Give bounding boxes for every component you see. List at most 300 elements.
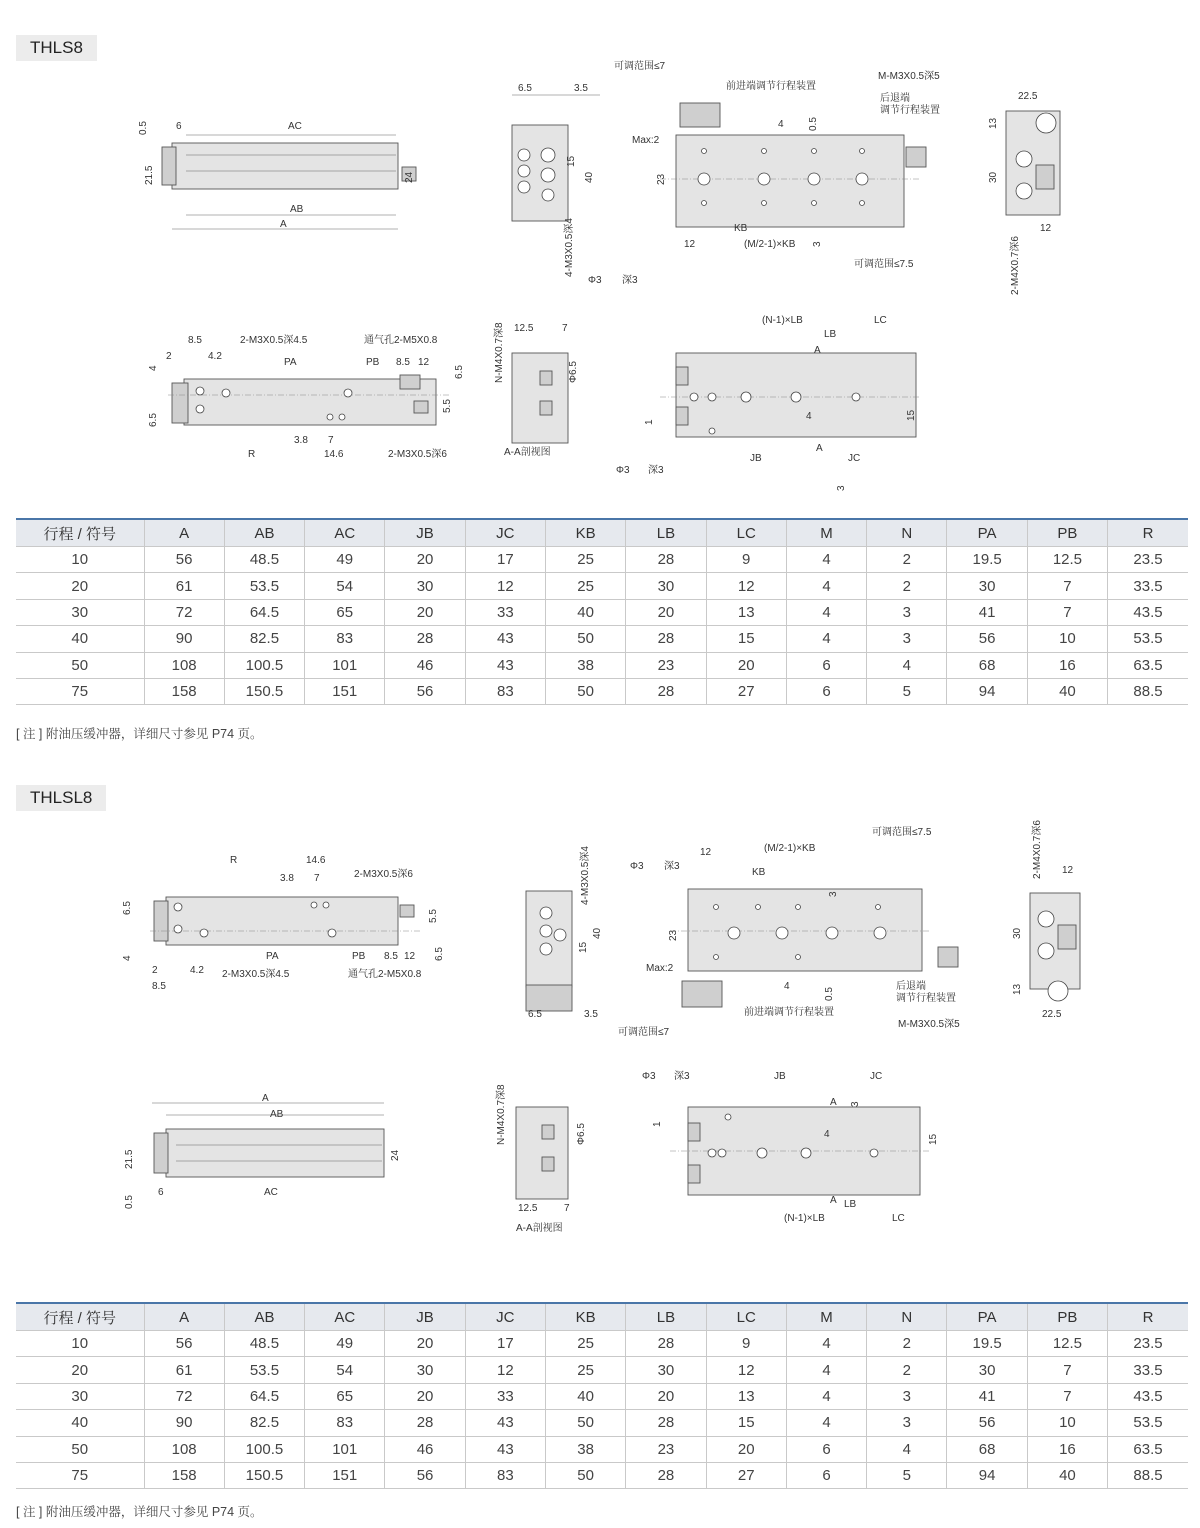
dimension-label: (N-1)×LB: [784, 1213, 825, 1224]
table-cell: 50: [545, 1462, 625, 1488]
header-cell: AB: [224, 1303, 304, 1331]
dimension-label: 24: [390, 1149, 401, 1161]
dimension-label: 2: [152, 965, 158, 976]
table-row: [16, 626, 1188, 652]
table-row: [16, 1383, 1188, 1409]
dimension-label: 深3: [622, 275, 638, 286]
dimension-label: 5.5: [428, 909, 439, 923]
table-cell: 2: [867, 1357, 947, 1383]
section-view: [495, 1084, 587, 1234]
model-tag: THLSL8: [16, 785, 106, 811]
dimension-label: A-A剖视图: [516, 1223, 563, 1234]
table-cell: 4: [786, 1383, 866, 1409]
dimension-label: 15: [906, 409, 917, 421]
table-cell: 108: [144, 1436, 224, 1462]
dimension-label: AB: [290, 204, 304, 215]
dimension-label: 7: [314, 873, 320, 884]
dimension-label: 8.5: [188, 335, 202, 346]
table-cell: 6: [786, 652, 866, 678]
table-cell: 28: [626, 1331, 706, 1357]
header-cell: LC: [706, 519, 786, 547]
table-cell: 23.5: [1108, 1331, 1188, 1357]
dimension-label: 15: [578, 941, 589, 953]
dimension-label: A: [262, 1093, 269, 1104]
table-cell: 12.5: [1027, 547, 1107, 573]
dimension-label: 24: [404, 171, 415, 183]
spec-table-thls8: [16, 518, 1188, 705]
dimension-label: 3: [850, 1101, 861, 1107]
rear-view: [988, 91, 1060, 295]
dimension-label: 3: [812, 241, 823, 247]
dimension-label: 2-M3X0.5深6: [388, 449, 447, 460]
table-cell: 16: [1027, 652, 1107, 678]
dimension-label: JB: [750, 453, 762, 464]
table-cell: 20: [385, 1383, 465, 1409]
model-tag: THLS8: [16, 35, 97, 61]
dimension-label: 3.5: [574, 83, 588, 94]
table-row: [16, 1462, 1188, 1488]
table-cell: 20: [385, 547, 465, 573]
table-cell: 50: [16, 1436, 144, 1462]
table-cell: 19.5: [947, 547, 1027, 573]
header-cell: A: [144, 519, 224, 547]
table-cell: 43.5: [1108, 1383, 1188, 1409]
table-cell: 27: [706, 1462, 786, 1488]
under-view: [642, 1070, 939, 1224]
table-cell: 3: [867, 1410, 947, 1436]
table-cell: 28: [626, 678, 706, 704]
table-cell: 48.5: [224, 547, 304, 573]
table-cell: 30: [626, 573, 706, 599]
dimension-label: Max:2: [632, 135, 660, 146]
dimension-label: (M/2-1)×KB: [764, 843, 816, 854]
table-cell: 43: [465, 626, 545, 652]
dimension-label: Φ3: [642, 1071, 656, 1082]
header-cell: KB: [545, 519, 625, 547]
table-cell: 20: [385, 1331, 465, 1357]
spec-table-thlsl8: [16, 1302, 1188, 1489]
thlsl8-drawings: [0, 805, 1200, 1245]
table-cell: 7: [1027, 599, 1107, 625]
table-row: [16, 1331, 1188, 1357]
dimension-label: 12: [404, 951, 416, 962]
table-cell: 88.5: [1108, 1462, 1188, 1488]
table-cell: 72: [144, 599, 224, 625]
header-cell: JB: [385, 519, 465, 547]
dimension-label: 深3: [648, 465, 664, 476]
table-cell: 151: [305, 1462, 385, 1488]
dimension-label: 前进端调节行程装置: [744, 1007, 834, 1018]
table-cell: 4: [786, 1410, 866, 1436]
under-view: [616, 315, 920, 491]
table-cell: 7: [1027, 573, 1107, 599]
table-cell: 101: [305, 1436, 385, 1462]
table-cell: 56: [947, 1410, 1027, 1436]
dimension-label: M-M3X0.5深5: [898, 1019, 960, 1030]
dimension-label: N-M4X0.7深8: [494, 322, 505, 383]
table-cell: 28: [626, 1410, 706, 1436]
header-cell: PA: [947, 1303, 1027, 1331]
dimension-label: 12.5: [514, 323, 534, 334]
table-cell: 17: [465, 1331, 545, 1357]
dimension-label: PB: [352, 951, 366, 962]
table-cell: 63.5: [1108, 652, 1188, 678]
header-cell: KB: [545, 1303, 625, 1331]
table-cell: 72: [144, 1383, 224, 1409]
table-cell: 53.5: [1108, 1410, 1188, 1436]
table-cell: 19.5: [947, 1331, 1027, 1357]
dimension-label: A-A剖视图: [504, 447, 551, 458]
table-cell: 6: [786, 1462, 866, 1488]
table-cell: 48.5: [224, 1331, 304, 1357]
table-cell: 150.5: [224, 678, 304, 704]
table-cell: 13: [706, 599, 786, 625]
dimension-label: AC: [264, 1187, 278, 1198]
dimension-label: 12: [684, 239, 696, 250]
dimension-label: (N-1)×LB: [762, 315, 803, 326]
table-row: [16, 1357, 1188, 1383]
dimension-label: KB: [752, 867, 766, 878]
table-cell: 20: [16, 573, 144, 599]
table-cell: 20: [626, 1383, 706, 1409]
table-cell: 2: [867, 573, 947, 599]
table-header-row: [16, 519, 1188, 547]
dimension-label: 3.8: [294, 435, 308, 446]
dimension-label: A: [814, 345, 821, 356]
dimension-label: N-M4X0.7深8: [496, 1084, 507, 1145]
table-cell: 10: [16, 1331, 144, 1357]
thls8-drawings: [0, 55, 1200, 515]
dimension-label: M-M3X0.5深5: [878, 71, 940, 82]
dimension-label: KB: [734, 223, 748, 234]
dimension-label: 13: [1012, 983, 1023, 995]
dimension-label: 4: [784, 981, 790, 992]
dimension-label: Φ3: [588, 275, 602, 286]
dimension-label: 6.5: [148, 413, 159, 427]
table-cell: 25: [545, 573, 625, 599]
table-cell: 12: [706, 1357, 786, 1383]
dimension-label: 6.5: [454, 365, 465, 379]
dimension-label: LC: [892, 1213, 905, 1224]
dimension-label: 7: [328, 435, 334, 446]
dimension-label: 22.5: [1018, 91, 1038, 102]
dimension-label: 12: [700, 847, 712, 858]
table-cell: 23.5: [1108, 547, 1188, 573]
dimension-label: 0.5: [138, 121, 149, 135]
dimension-label: 3: [828, 891, 839, 897]
header-cell: 行程 / 符号: [16, 1303, 144, 1331]
table-cell: 20: [385, 599, 465, 625]
table-cell: 12: [465, 573, 545, 599]
table-cell: 25: [545, 547, 625, 573]
table-cell: 108: [144, 652, 224, 678]
table-cell: 100.5: [224, 652, 304, 678]
dimension-label: 1: [652, 1121, 663, 1127]
dimension-label: 21.5: [124, 1149, 135, 1169]
table-cell: 30: [16, 1383, 144, 1409]
table-cell: 41: [947, 1383, 1027, 1409]
table-cell: 38: [545, 652, 625, 678]
dimension-label: Max:2: [646, 963, 674, 974]
table-cell: 30: [385, 1357, 465, 1383]
table-cell: 7: [1027, 1357, 1107, 1383]
dimension-label: 15: [928, 1133, 939, 1145]
table-cell: 56: [144, 547, 224, 573]
dimension-label: 1: [644, 419, 655, 425]
table-cell: 3: [867, 599, 947, 625]
table-note: [ 注 ] 附油压缓冲器，详细尺寸参见 P74 页。: [16, 1505, 263, 1519]
table-row: [16, 1410, 1188, 1436]
table-cell: 101: [305, 652, 385, 678]
rear-view: [1012, 820, 1080, 1020]
table-cell: 25: [545, 1331, 625, 1357]
table-cell: 56: [385, 1462, 465, 1488]
dimension-label: 4.2: [208, 351, 222, 362]
table-cell: 56: [144, 1331, 224, 1357]
top-view: [588, 59, 940, 286]
dimension-label: 23: [668, 929, 679, 941]
dimension-label: 后退端: [896, 981, 926, 992]
dimension-label: 12: [1062, 865, 1074, 876]
dimension-label: 6.5: [528, 1009, 542, 1020]
header-cell: M: [786, 519, 866, 547]
table-cell: 28: [385, 1410, 465, 1436]
table-cell: 28: [626, 1462, 706, 1488]
table-cell: 23: [626, 1436, 706, 1462]
dimension-label: R: [230, 855, 238, 866]
table-cell: 33.5: [1108, 1357, 1188, 1383]
table-cell: 7: [1027, 1383, 1107, 1409]
table-cell: 2: [867, 547, 947, 573]
header-cell: JB: [385, 1303, 465, 1331]
table-cell: 61: [144, 573, 224, 599]
table-cell: 28: [626, 547, 706, 573]
table-note: [ 注 ] 附油压缓冲器，详细尺寸参见 P74 页。: [16, 727, 263, 741]
dimension-label: PA: [266, 951, 279, 962]
table-cell: 75: [16, 1462, 144, 1488]
table-cell: 10: [16, 547, 144, 573]
table-cell: 40: [545, 599, 625, 625]
table-cell: 54: [305, 573, 385, 599]
dimension-label: 21.5: [144, 165, 155, 185]
table-cell: 4: [786, 1357, 866, 1383]
table-cell: 10: [1027, 626, 1107, 652]
dimension-label: 调节行程装置: [880, 105, 940, 116]
table-header-row: [16, 1303, 1188, 1331]
table-cell: 54: [305, 1357, 385, 1383]
dimension-label: (M/2-1)×KB: [744, 239, 796, 250]
table-cell: 6: [786, 678, 866, 704]
header-cell: A: [144, 1303, 224, 1331]
dimension-label: Φ6.5: [576, 1123, 587, 1145]
dimension-label: 2-M3X0.5深4.5: [240, 335, 308, 346]
header-cell: LB: [626, 519, 706, 547]
table-cell: 25: [545, 1357, 625, 1383]
table-row: [16, 652, 1188, 678]
dimension-label: 4: [148, 365, 159, 371]
header-cell: PB: [1027, 519, 1107, 547]
table-cell: 9: [706, 547, 786, 573]
header-cell: R: [1142, 1308, 1154, 1326]
table-row: [16, 1436, 1188, 1462]
header-cell: 行程 / 符号: [16, 519, 144, 547]
dimension-label: 通气孔2-M5X0.8: [364, 335, 438, 346]
table-cell: 12: [706, 573, 786, 599]
table-cell: 158: [144, 678, 224, 704]
table-row: [16, 547, 1188, 573]
dimension-label: AB: [270, 1109, 284, 1120]
dimension-label: 30: [1012, 927, 1023, 939]
dimension-label: 深3: [674, 1071, 690, 1082]
table-row: [16, 678, 1188, 704]
table-cell: 4: [786, 547, 866, 573]
dimension-label: 22.5: [1042, 1009, 1062, 1020]
table-cell: 3: [867, 1383, 947, 1409]
header-cell: LB: [626, 1303, 706, 1331]
dimension-label: LC: [874, 315, 887, 326]
dimension-label: 可调范围≤7.5: [872, 827, 932, 838]
dimension-label: 4: [806, 411, 812, 422]
header-cell: JC: [465, 519, 545, 547]
dimension-label: 0.5: [124, 1195, 135, 1209]
table-cell: 83: [305, 1410, 385, 1436]
header-cell: LC: [706, 1303, 786, 1331]
table-cell: 27: [706, 678, 786, 704]
table-cell: 56: [385, 678, 465, 704]
table-cell: 30: [947, 573, 1027, 599]
dimension-label: A: [280, 219, 287, 230]
header-cell: AC: [305, 1303, 385, 1331]
table-cell: 6: [786, 1436, 866, 1462]
header-cell: AB: [224, 519, 304, 547]
table-cell: 2: [867, 1331, 947, 1357]
bottom-view: [122, 855, 445, 992]
header-cell: N: [867, 519, 947, 547]
dimension-label: PA: [284, 357, 297, 368]
table-cell: 64.5: [224, 1383, 304, 1409]
dimension-label: 30: [988, 171, 999, 183]
table-cell: 50: [16, 652, 144, 678]
table-cell: 75: [16, 678, 144, 704]
header-cell: M: [786, 1303, 866, 1331]
table-cell: 64.5: [224, 599, 304, 625]
table-cell: 82.5: [224, 626, 304, 652]
table-cell: 20: [16, 1357, 144, 1383]
table-cell: 16: [1027, 1436, 1107, 1462]
dimension-label: 6.5: [434, 947, 445, 961]
dimension-label: 可调范围≤7: [618, 1027, 670, 1038]
table-cell: 4: [786, 599, 866, 625]
dimension-label: 40: [592, 927, 603, 939]
table-cell: 12: [465, 1357, 545, 1383]
table-cell: 10: [1027, 1410, 1107, 1436]
dimension-label: 8.5: [384, 951, 398, 962]
dimension-label: 4: [122, 955, 133, 961]
dimension-label: R: [248, 449, 256, 460]
table-cell: 50: [545, 1410, 625, 1436]
table-cell: 4: [786, 1331, 866, 1357]
dimension-label: 4: [824, 1129, 830, 1140]
dimension-label: 7: [564, 1203, 570, 1214]
table-cell: 43: [465, 1410, 545, 1436]
dimension-label: JC: [848, 453, 861, 464]
header-cell: R: [1142, 524, 1154, 542]
table-cell: 43.5: [1108, 599, 1188, 625]
side-view: [138, 121, 416, 230]
table-cell: 3: [867, 626, 947, 652]
table-cell: 28: [626, 626, 706, 652]
dimension-label: 可调范围≤7: [614, 61, 666, 72]
table-cell: 41: [947, 599, 1027, 625]
dimension-label: 3.8: [280, 873, 294, 884]
table-cell: 30: [385, 573, 465, 599]
dimension-label: 2-M3X0.5深4.5: [222, 969, 290, 980]
dimension-label: Φ3: [630, 861, 644, 872]
header-cell: AC: [305, 519, 385, 547]
dimension-label: 7: [562, 323, 568, 334]
dimension-label: 4: [778, 119, 784, 130]
dimension-label: 12: [418, 357, 430, 368]
section-view: [493, 322, 579, 458]
dimension-label: 23: [656, 173, 667, 185]
table-cell: 53.5: [1108, 626, 1188, 652]
dimension-label: 8.5: [152, 981, 166, 992]
dimension-label: A: [830, 1195, 837, 1206]
table-cell: 150.5: [224, 1462, 304, 1488]
dimension-label: 14.6: [324, 449, 344, 460]
table-cell: 40: [1027, 678, 1107, 704]
table-cell: 40: [16, 1410, 144, 1436]
table-cell: 30: [16, 599, 144, 625]
dimension-label: 4-M3X0.5深4: [580, 846, 591, 905]
table-cell: 4: [786, 626, 866, 652]
header-cell: N: [867, 1303, 947, 1331]
dimension-label: 6: [158, 1187, 164, 1198]
table-cell: 49: [305, 547, 385, 573]
table-cell: 20: [626, 599, 706, 625]
dimension-label: JC: [870, 1071, 883, 1082]
table-cell: 20: [706, 652, 786, 678]
dimension-label: A: [816, 443, 823, 454]
dimension-label: 40: [584, 171, 595, 183]
dimension-label: 0.5: [808, 117, 819, 131]
dimension-label: 15: [566, 155, 577, 167]
dimension-label: JB: [774, 1071, 786, 1082]
table-cell: 94: [947, 1462, 1027, 1488]
dimension-label: 2: [166, 351, 172, 362]
dimension-label: 12: [1040, 223, 1052, 234]
table-cell: 30: [626, 1357, 706, 1383]
table-cell: 4: [867, 1436, 947, 1462]
table-cell: 63.5: [1108, 1436, 1188, 1462]
table-cell: 158: [144, 1462, 224, 1488]
table-cell: 4: [867, 652, 947, 678]
table-cell: 90: [144, 1410, 224, 1436]
table-cell: 30: [947, 1357, 1027, 1383]
table-cell: 88.5: [1108, 678, 1188, 704]
table-cell: 5: [867, 1462, 947, 1488]
dimension-label: 4-M3X0.5深4: [564, 218, 575, 277]
table-cell: 4: [786, 573, 866, 599]
table-cell: 82.5: [224, 1410, 304, 1436]
table-row: [16, 573, 1188, 599]
table-cell: 100.5: [224, 1436, 304, 1462]
dimension-label: A: [830, 1097, 837, 1108]
table-row: [16, 599, 1188, 625]
table-cell: 90: [144, 626, 224, 652]
header-cell: JC: [465, 1303, 545, 1331]
table-cell: 43: [465, 1436, 545, 1462]
